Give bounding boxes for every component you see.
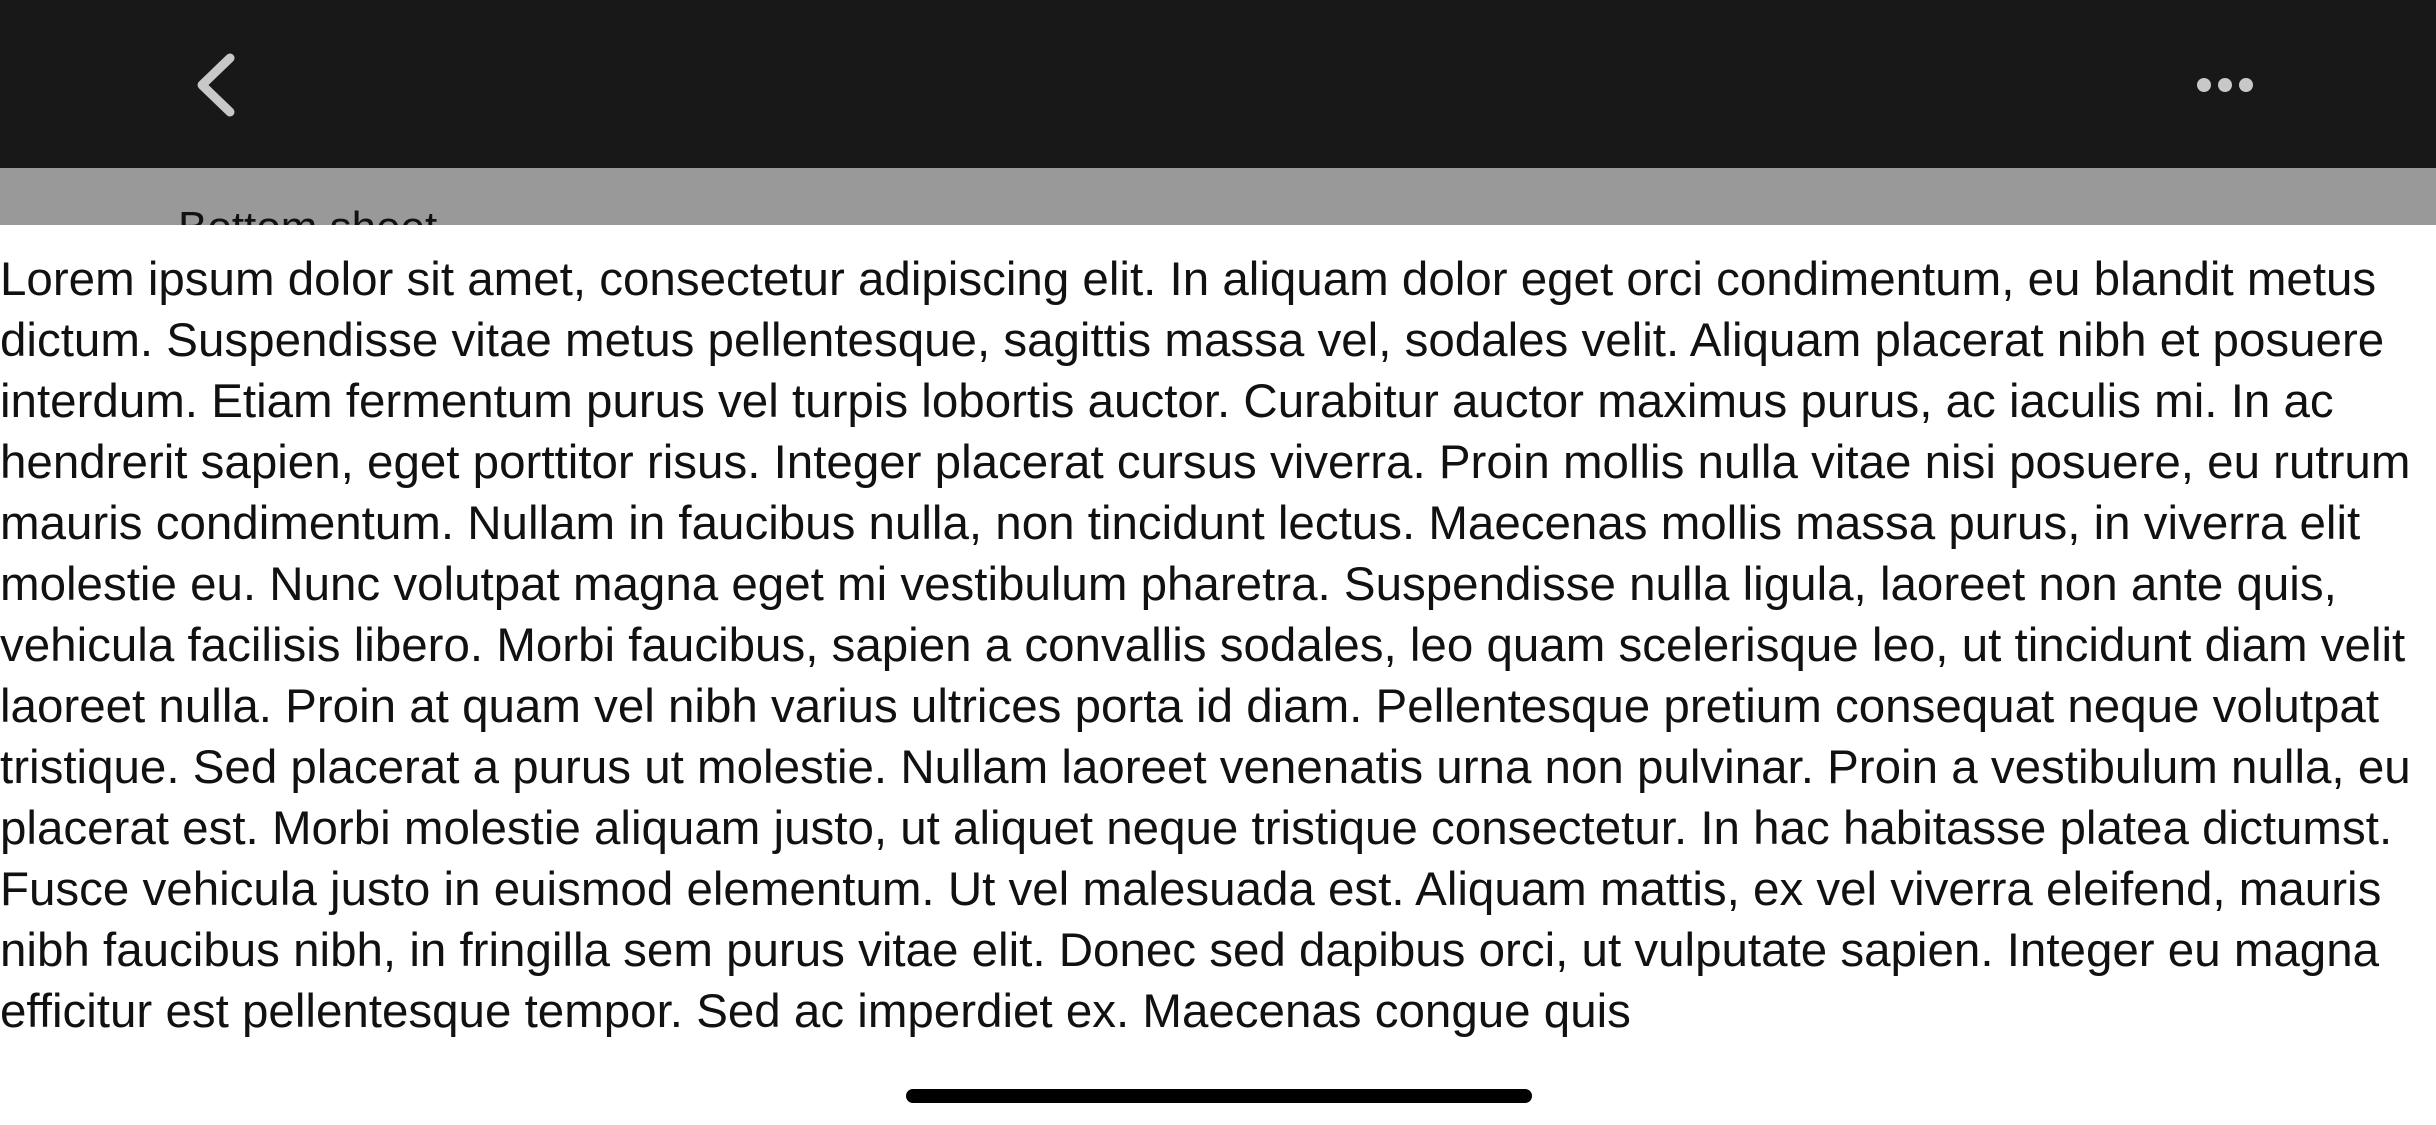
bottom-sheet-header[interactable] <box>0 168 2436 225</box>
chevron-left-icon <box>180 40 260 130</box>
navigation-bar <box>0 0 2436 168</box>
body-paragraph: Lorem ipsum dolor sit amet, consectetur adipiscing elit. In aliquam dolor eget orci condimentum, eu blandit metus dictum. Suspendisse vitae metus pellentesque, sagittis massa vel, sodales velit. Aliquam placerat nibh et posuere interdum. Etiam fermentum purus vel turpis lobortis auctor. Curabitur auctor maximus purus, ac iaculis mi. In ac hendrerit sapien, eget porttitor risus. Integer placerat cursus viverra. Proin mollis nulla vitae nisi posuere, eu rutrum mauris condimentum. Nullam in faucibus nulla, non tincidunt lectus. Maecenas mollis massa purus, in viverra elit molestie eu. Nunc volutpat magna eget mi vestibulum pharetra. Suspendisse nulla ligula, laoreet non ante quis, vehicula facilisis libero. Morbi faucibus, sapien a convallis sodales, leo quam scelerisque leo, ut tincidunt diam velit laoreet nulla. Proin at quam vel nibh varius ultrices porta id diam. Pellentesque pretium consequat neque volutpat tristique. Sed placerat a purus ut molestie. Nullam laoreet venenatis urna non pulvinar. Proin a vestibulum nulla, eu placerat est. Morbi molestie aliquam justo, ut aliquet neque tristique consectetur. In hac habitasse platea dictumst. Fusce vehicula justo in euismod elementum. Ut vel malesuada est. Aliquam mattis, ex vel viverra eleifend, mauris nibh faucibus nibh, in fringilla sem purus vitae elit. Donec sed dapibus orci, ut vulputate sapien. Integer eu magna efficitur est pellentesque tempor. Sed ac imperdiet ex. Maecenas congue quis <box>0 253 2411 1038</box>
home-indicator[interactable] <box>906 1089 1532 1103</box>
back-button[interactable] <box>180 40 260 130</box>
scroll-content[interactable] <box>0 225 2436 1125</box>
ellipsis-icon <box>2180 50 2270 120</box>
more-options-button[interactable] <box>2180 50 2270 120</box>
